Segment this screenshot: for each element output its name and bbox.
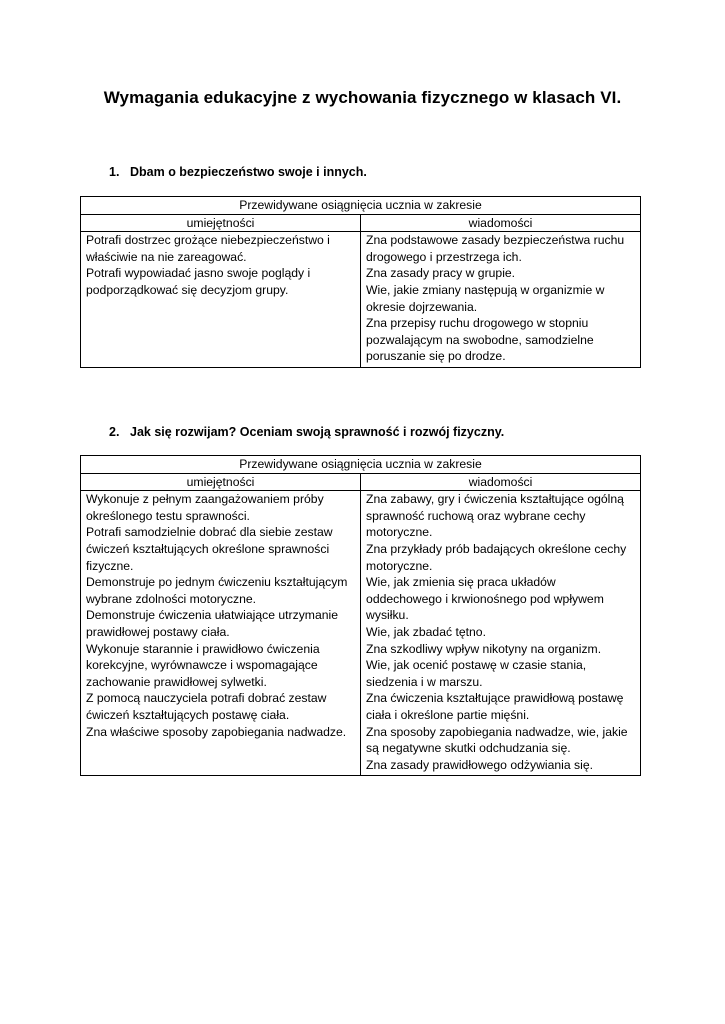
list-item: Zna właściwe sposoby zapobiegania nadwadze. (86, 724, 347, 739)
section-2-number: 2. (109, 425, 120, 439)
list-item: Zna podstawowe zasady bezpieczeństwa ruchu (366, 233, 625, 248)
list-item: wysiłku. (366, 608, 409, 623)
section-2-title: Jak się rozwijam? Oceniam swoją sprawność i rozwój fizyczny. (130, 425, 505, 439)
table-column-row (81, 214, 641, 232)
table-header-row (81, 197, 641, 215)
list-item: Wie, jak ocenić postawę w czasie stania, (366, 658, 587, 673)
list-item: pozwalającym na swobodne, samodzielne (366, 332, 594, 347)
list-item: są negatywne skutki odchudzania się. (366, 741, 571, 756)
list-item: Zna ćwiczenia kształtujące prawidłową postawę (366, 691, 624, 706)
table-header-row (81, 456, 641, 474)
table-column-row (81, 473, 641, 491)
column-skills: umiejętności (81, 473, 361, 491)
list-item: fizyczne. (86, 558, 134, 573)
list-item: ćwiczeń kształtujących postawę ciała. (86, 707, 290, 722)
list-item: poruszanie się po drodze. (366, 349, 506, 364)
knowledge-cell (361, 491, 641, 776)
column-knowledge: wiadomości (361, 214, 641, 232)
list-item: ciała i określone partie mięśni. (366, 707, 530, 722)
list-item: Wykonuje z pełnym zaangażowaniem próby (86, 492, 324, 507)
section-2-table (80, 455, 641, 776)
list-item: określonego testu sprawności. (86, 508, 250, 523)
list-item: Potrafi samodzielnie dobrać dla siebie zestaw (86, 525, 333, 540)
section-1-heading (109, 165, 367, 179)
table-header: Przewidywane osiągnięcia ucznia w zakresie (81, 456, 641, 474)
list-item: Wie, jakie zmiany następują w organizmie w (366, 282, 605, 297)
list-item: wybrane zdolności motoryczne. (86, 591, 257, 606)
column-skills: umiejętności (81, 214, 361, 232)
table-row (81, 232, 641, 368)
list-item: właściwie na nie zareagować. (86, 249, 247, 264)
section-1-table (80, 196, 641, 368)
list-item: motoryczne. (366, 558, 433, 573)
section-2-heading (109, 425, 504, 439)
skills-cell (81, 232, 361, 368)
list-item: Zna zasady prawidłowego odżywiania się. (366, 757, 593, 772)
list-item: motoryczne. (366, 525, 433, 540)
list-item: Zna szkodliwy wpływ nikotyny na organizm. (366, 641, 602, 656)
list-item: Wie, jak zmienia się praca układów (366, 575, 556, 590)
list-item: drogowego i przestrzega ich. (366, 249, 522, 264)
list-item: Zna sposoby zapobiegania nadwadze, wie, jakie (366, 724, 628, 739)
list-item: okresie dojrzewania. (366, 299, 478, 314)
table-row (81, 491, 641, 776)
list-item: Zna przykłady prób badających określone cechy (366, 541, 627, 556)
column-knowledge: wiadomości (361, 473, 641, 491)
list-item: Zna zasady pracy w grupie. (366, 266, 516, 281)
list-item: Zna przepisy ruchu drogowego w stopniu (366, 316, 589, 331)
document-title: Wymagania edukacyjne z wychowania fizycznego w klasach VI. (103, 88, 622, 107)
list-item: korekcyjne, wyrównawcze i wspomagające (86, 658, 318, 673)
list-item: ćwiczeń kształtujących określone sprawności (86, 541, 330, 556)
list-item: Potrafi wypowiadać jasno swoje poglądy i (86, 266, 311, 281)
list-item: Demonstruje po jednym ćwiczeniu kształtującym (86, 575, 348, 590)
list-item: podporządkować się decyzjom grupy. (86, 282, 289, 297)
list-item: prawidłowej postawy ciała. (86, 624, 230, 639)
table-header: Przewidywane osiągnięcia ucznia w zakresie (81, 197, 641, 215)
list-item: Zna zabawy, gry i ćwiczenia kształtujące ogólną (366, 492, 624, 507)
section-1-number: 1. (109, 165, 120, 179)
list-item: oddechowego i krwionośnego pod wpływem (366, 591, 604, 606)
skills-cell (81, 491, 361, 776)
list-item: siedzenia i w marszu. (366, 674, 483, 689)
knowledge-cell (361, 232, 641, 368)
list-item: Demonstruje ćwiczenia ułatwiające utrzymanie (86, 608, 338, 623)
list-item: Potrafi dostrzec grożące niebezpieczeństwo i (86, 233, 330, 248)
list-item: sprawność ruchową oraz wybrane cechy (366, 508, 586, 523)
section-1-title: Dbam o bezpieczeństwo swoje i innych. (130, 165, 367, 179)
list-item: Z pomocą nauczyciela potrafi dobrać zestaw (86, 691, 327, 706)
list-item: Wie, jak zbadać tętno. (366, 624, 486, 639)
list-item: Wykonuje starannie i prawidłowo ćwiczenia (86, 641, 320, 656)
list-item: zachowanie prawidłowej sylwetki. (86, 674, 267, 689)
